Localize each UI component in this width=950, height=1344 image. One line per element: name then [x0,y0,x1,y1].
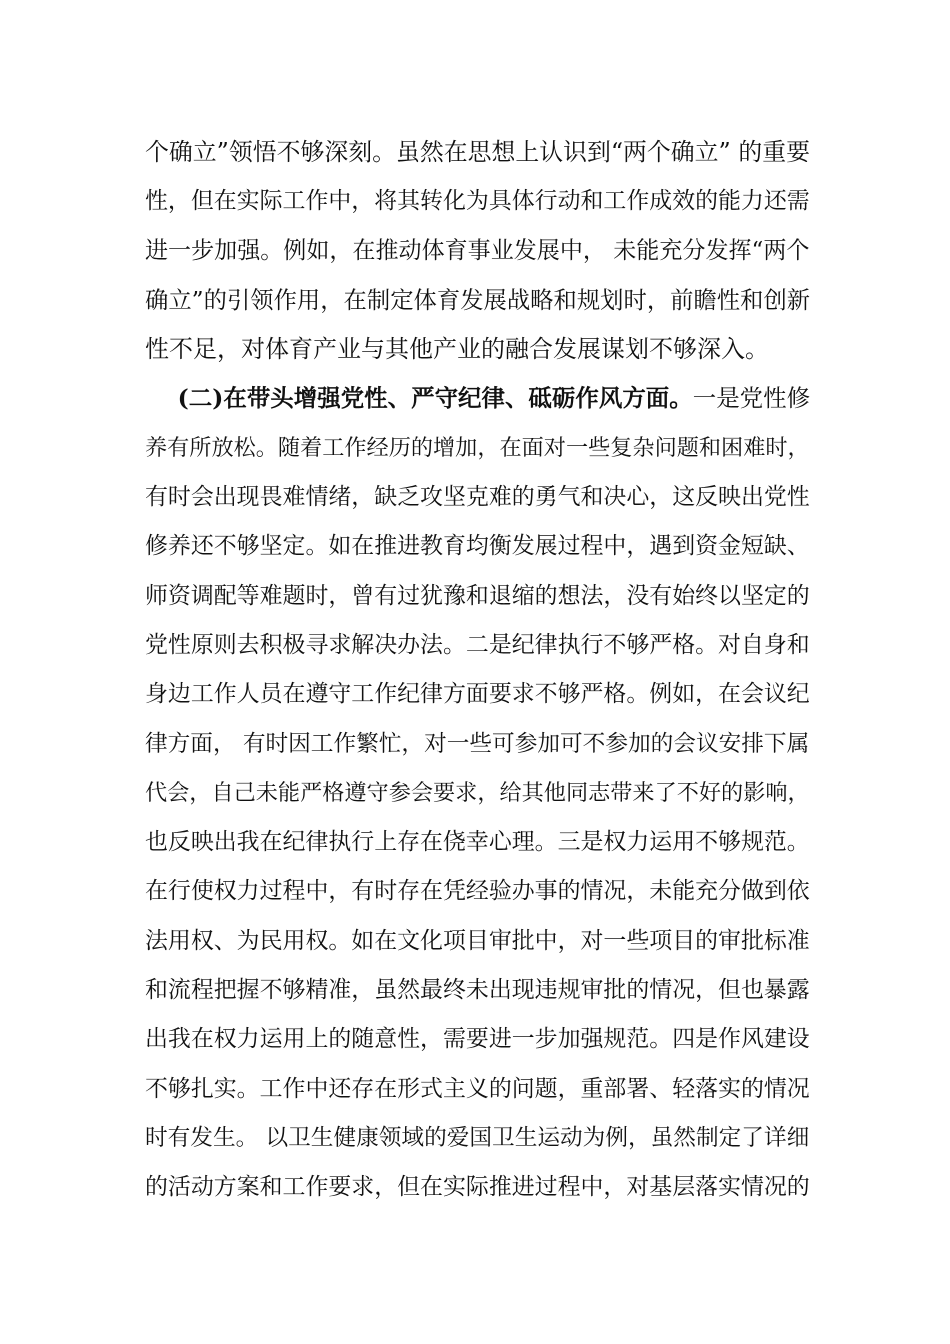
text-line [145,966,810,1015]
text-line [145,522,810,571]
text-segment: 性不足，对体育产业与其他产业的融合发展谋划不够深入。 [145,335,769,364]
text-segment: 个确立”领悟不够深刻。虽然在思想上认识到“两个确立” 的重要 [145,138,810,166]
text-segment: 师资调配等难题时，曾有过犹豫和退缩的想法，没有始终以坚定的 [145,582,810,609]
text-segment: 律方面， 有时因工作繁忙，对一些可参加可不参加的会议安排下属 [145,730,810,757]
text-line [145,128,810,177]
text-line [145,1015,810,1064]
text-line [145,1163,810,1212]
text-line [145,867,810,916]
text-line [145,917,810,966]
text-segment: 不够扎实。工作中还存在形式主义的问题，重部署、轻落实的情况 [145,1075,810,1102]
text-line [145,670,810,719]
text-segment: 和流程把握不够精准，虽然最终未出现违规审批的情况，但也暴露 [145,977,810,1004]
text-segment: 也反映出我在纪律执行上存在侥幸心理。三是权力运用不够规范。 [145,829,810,856]
text-segment: 在行使权力过程中，有时存在凭经验办事的情况，未能充分做到依 [145,878,810,905]
text-segment: 党性原则去积极寻求解决办法。二是纪律执行不够严格。对自身和 [145,631,810,658]
section-heading: (二)在带头增强党性、严守纪律、砥砺作风方面。 [145,384,693,413]
text-segment: 养有所放松。随着工作经历的增加，在面对一些复杂问题和困难时， [145,434,810,461]
text-line [145,276,810,325]
text-line [145,572,810,621]
text-line [145,720,810,769]
text-line [145,325,810,374]
text-segment: 性，但在实际工作中，将其转化为具体行动和工作成效的能力还需 [145,188,810,215]
text-line [145,177,810,226]
text-line [145,769,810,818]
text-line [145,374,810,423]
text-segment: 时有发生。 以卫生健康领域的爱国卫生运动为例，虽然制定了详细 [145,1124,810,1151]
text-segment: 的活动方案和工作要求，但在实际推进过程中，对基层落实情况的 [145,1174,810,1201]
text-segment: 进一步加强。例如，在推动体育事业发展中， 未能充分发挥“两个 [145,237,810,264]
text-segment: 法用权、为民用权。如在文化项目审批中，对一些项目的审批标准 [145,927,810,954]
text-segment: 代会，自己未能严格遵守参会要求，给其他同志带来了不好的影响， [145,779,810,806]
text-segment: 出我在权力运用上的随意性，需要进一步加强规范。四是作风建设 [145,1026,810,1053]
text-segment: 身边工作人员在遵守工作纪律方面要求不够严格。例如，在会议纪 [145,681,810,708]
text-line [145,1114,810,1163]
text-line [145,621,810,670]
text-line [145,473,810,522]
text-segment: 确立”的引领作用，在制定体育发展战略和规划时，前瞻性和创新 [145,285,811,314]
body-text [145,128,810,1213]
text-segment: 有时会出现畏难情绪，缺乏攻坚克难的勇气和决心，这反映出党性 [145,484,810,511]
text-segment: 一是党性修 [692,384,811,413]
text-segment: 修养还不够坚定。如在推进教育均衡发展过程中，遇到资金短缺、 [145,533,810,560]
text-line [145,424,810,473]
text-line [145,1065,810,1114]
text-line [145,227,810,276]
text-line [145,818,810,867]
